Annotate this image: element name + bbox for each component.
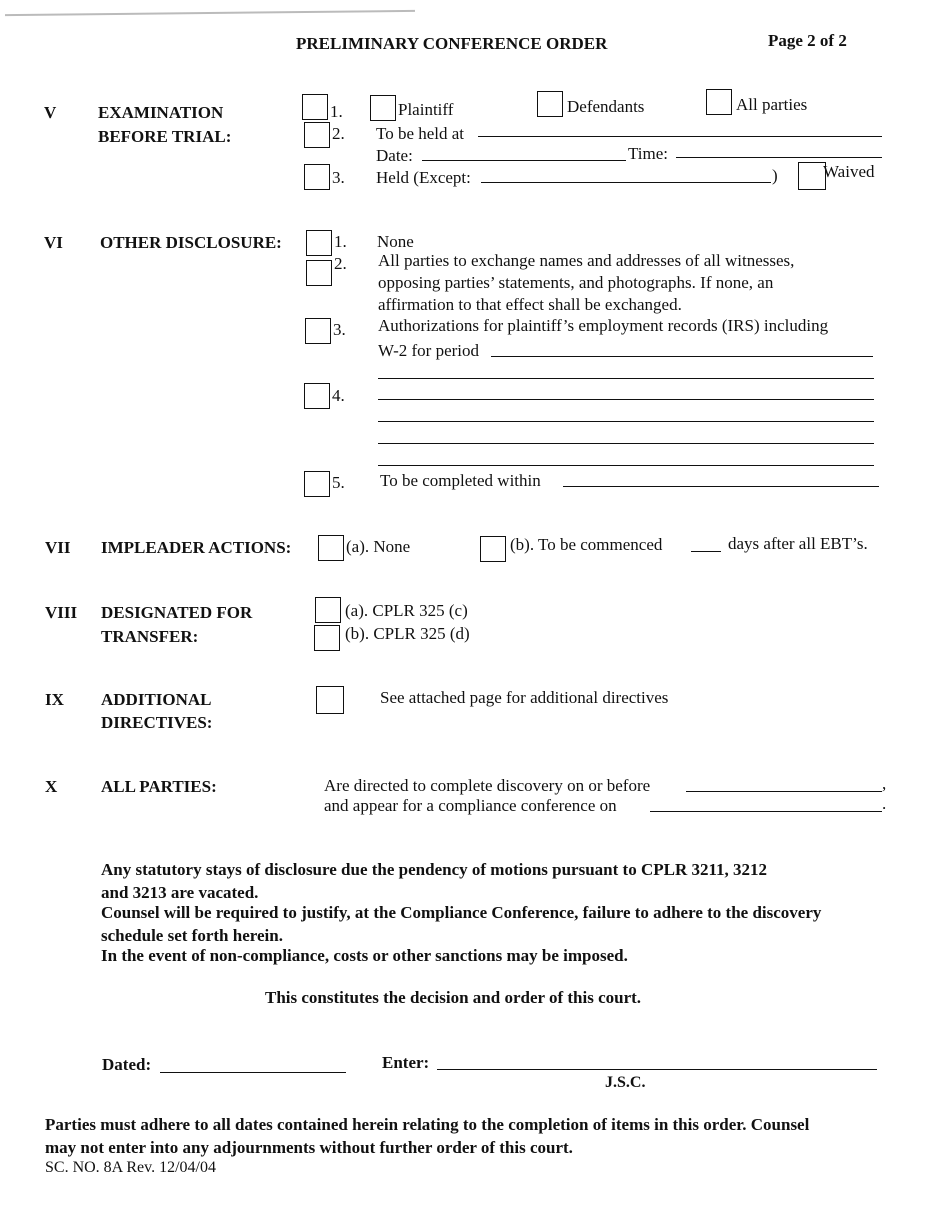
dated-label: Dated: (102, 1055, 152, 1074)
section-title: OTHER DISCLOSURE: (100, 233, 282, 252)
date-field[interactable] (422, 160, 626, 161)
enter-signature-field[interactable] (437, 1069, 877, 1070)
item-number: 1. (334, 232, 347, 251)
held-at-field[interactable] (478, 136, 882, 137)
transfer-325d-label: (b). CPLR 325 (d) (345, 624, 470, 643)
disclosure-checkbox-4[interactable] (304, 383, 330, 409)
item-text: None (377, 232, 414, 251)
held-except-label: Held (Except: (376, 168, 471, 187)
held-except-field[interactable] (481, 182, 771, 183)
item-number: 5. (332, 473, 345, 492)
section-numeral: VI (44, 233, 63, 252)
enter-label: Enter: (382, 1053, 430, 1072)
impleader-days-field[interactable] (691, 551, 721, 552)
defendants-checkbox[interactable] (537, 91, 563, 117)
item4-line[interactable] (378, 378, 874, 379)
item-text: To be completed within (380, 471, 541, 490)
notice-text: schedule set forth herein. (101, 926, 283, 945)
section-title: BEFORE TRIAL: (98, 127, 232, 146)
notice-text: In the event of non-compliance, costs or other sanctions may be imposed. (101, 946, 628, 965)
impleader-none-label: (a). None (346, 537, 411, 556)
discovery-deadline-field[interactable] (686, 791, 882, 792)
notice-text: Counsel will be required to justify, at the Compliance Conference, failure to adhere to the discovery (101, 903, 822, 922)
section-title: IMPLEADER ACTIONS: (101, 538, 292, 557)
disclosure-checkbox-2[interactable] (306, 260, 332, 286)
disclosure-checkbox-5[interactable] (304, 471, 330, 497)
item-text: affirmation to that effect shall be exchanged. (378, 295, 682, 314)
section-numeral: VII (45, 538, 71, 557)
footer-text: may not enter into any adjournments without further order of this court. (45, 1138, 573, 1157)
impleader-days-suffix: days after all EBT’s. (728, 534, 868, 553)
impleader-commenced-checkbox[interactable] (480, 536, 506, 562)
transfer-325c-checkbox[interactable] (315, 597, 341, 623)
item-number: 1. (330, 102, 343, 121)
w2-period-field[interactable] (491, 356, 873, 357)
section-numeral: IX (45, 690, 64, 709)
section-numeral: X (45, 777, 58, 796)
all-parties-label: All parties (736, 95, 808, 114)
item-number: 3. (333, 320, 346, 339)
item-number: 2. (332, 124, 345, 143)
footer-text: Parties must adhere to all dates contained herein relating to the completion of items in this order. Counsel (45, 1115, 810, 1134)
completed-within-field[interactable] (563, 486, 879, 487)
transfer-325d-checkbox[interactable] (314, 625, 340, 651)
disclosure-checkbox-3[interactable] (305, 318, 331, 344)
section-title: EXAMINATION (98, 103, 224, 122)
comma: , (882, 774, 887, 793)
section-numeral: V (44, 103, 57, 122)
period: . (882, 794, 887, 813)
jsc-label: J.S.C. (605, 1074, 646, 1091)
waived-label: Waived (823, 162, 875, 181)
plaintiff-checkbox[interactable] (370, 95, 396, 121)
ebt-checkbox-3[interactable] (304, 164, 330, 190)
time-label: Time: (628, 144, 669, 163)
time-field[interactable] (676, 157, 882, 158)
page-title: PRELIMINARY CONFERENCE ORDER (296, 34, 608, 53)
transfer-325c-label: (a). CPLR 325 (c) (345, 601, 468, 620)
additional-directives-label: See attached page for additional directives (380, 688, 669, 707)
form-number: SC. NO. 8A Rev. 12/04/04 (45, 1159, 216, 1176)
ebt-checkbox-2[interactable] (304, 122, 330, 148)
additional-directives-checkbox[interactable] (316, 686, 344, 714)
section-numeral: VIII (45, 603, 78, 622)
compliance-conference-label: and appear for a compliance conference on (324, 796, 617, 815)
defendants-label: Defendants (567, 97, 645, 116)
page-number: Page 2 of 2 (768, 31, 847, 50)
item4-line[interactable] (378, 399, 874, 400)
section-title: TRANSFER: (101, 627, 199, 646)
section-title: DIRECTIVES: (101, 713, 213, 732)
discovery-deadline-label: Are directed to complete discovery on or before (324, 776, 651, 795)
item-text: opposing parties’ statements, and photographs. If none, an (378, 273, 774, 292)
waived-checkbox[interactable] (798, 162, 826, 190)
plaintiff-label: Plaintiff (398, 100, 454, 119)
disclosure-checkbox-1[interactable] (306, 230, 332, 256)
item-text: W-2 for period (378, 341, 480, 360)
item-number: 3. (332, 168, 345, 187)
item-text: Authorizations for plaintiff’s employment records (IRS) including (378, 316, 829, 335)
scan-artifact-line (5, 10, 415, 16)
item-number: 2. (334, 254, 347, 273)
notice-text: and 3213 are vacated. (101, 883, 259, 902)
held-at-label: To be held at (376, 124, 465, 143)
section-title: ALL PARTIES: (101, 777, 217, 796)
impleader-none-checkbox[interactable] (318, 535, 344, 561)
item-text: All parties to exchange names and addresses of all witnesses, (378, 251, 795, 270)
item4-line[interactable] (378, 421, 874, 422)
item4-line[interactable] (378, 443, 874, 444)
close-paren: ) (772, 166, 778, 185)
impleader-commenced-label: (b). To be commenced (510, 535, 663, 554)
decision-text: This constitutes the decision and order of this court. (265, 988, 642, 1007)
dated-field[interactable] (160, 1072, 346, 1073)
item-number: 4. (332, 386, 345, 405)
ebt-checkbox-1[interactable] (302, 94, 328, 120)
compliance-conference-field[interactable] (650, 811, 882, 812)
item4-line[interactable] (378, 465, 874, 466)
notice-text: Any statutory stays of disclosure due the pendency of motions pursuant to CPLR 3211, 3212 (101, 860, 768, 879)
section-title: ADDITIONAL (101, 690, 212, 709)
section-title: DESIGNATED FOR (101, 603, 253, 622)
all-parties-checkbox[interactable] (706, 89, 732, 115)
date-label: Date: (376, 146, 413, 165)
